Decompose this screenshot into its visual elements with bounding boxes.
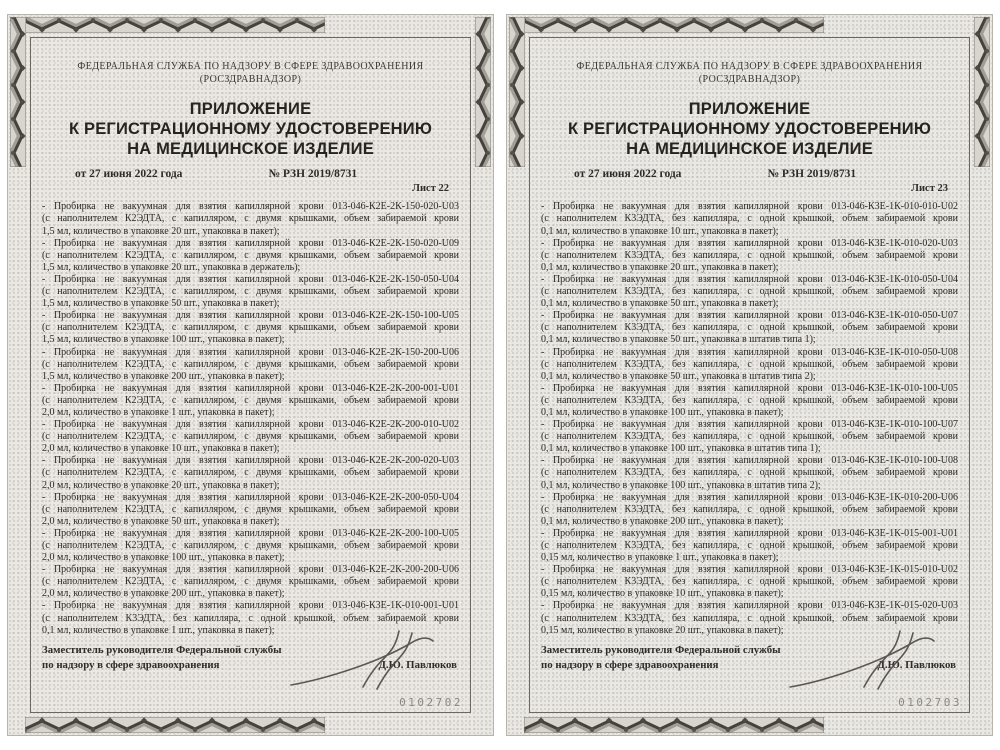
product-item-line: 1,5 мл, количество в упаковке 20 шт., упаковка в держатель); [42,261,301,273]
product-item-line: 0,1 мл, количество в упаковке 50 шт., упаковка в штатив типа 1); [541,334,816,346]
product-item-line: - Пробирка не вакуумная для взятия капиллярной крови 013-046-К2Е-2К-200-100-U05 [42,527,459,539]
product-item-line: - Пробирка не вакуумная для взятия капиллярной крови 013-046-К3Е-1К-015-001-U01 [541,527,958,539]
border-ornament-top [524,17,824,33]
sheet-number: Лист 22 [412,183,449,195]
product-item-line: - Пробирка не вакуумная для взятия капиллярной крови 013-046-К2Е-2К-200-050-U04 [42,491,459,503]
product-item-line: (с наполнителем К2ЭДТА, с капилляром, с двумя крышками, объем забираемой крови [42,576,459,588]
product-item-line: - Пробирка не вакуумная для взятия капиллярной крови 013-046-К2Е-2К-200-200-U06 [42,564,459,576]
certificate-sheet-22 [7,14,494,736]
product-item-line: (с наполнителем К2ЭДТА, с капилляром, с двумя крышками, объем забираемой крови [42,249,459,261]
product-item-line: 0,15 мл, количество в упаковке 1 шт., упаковка в пакет); [541,552,779,564]
signer-position [42,643,282,673]
serial-number: 0102702 [399,696,463,709]
product-item-line: - Пробирка не вакуумная для взятия капиллярной крови 013-046-К3Е-1К-010-001-U01 [42,600,459,612]
border-ornament-bottom [25,717,325,733]
signer-position-line: по надзору в сфере здравоохранения [541,658,719,671]
product-item [42,528,459,564]
product-item [42,347,459,383]
product-item-line: (с наполнителем К3ЭДТА, без капилляра, с одной крышкой, объем забираемой крови [541,431,958,443]
sheet-number: Лист 23 [911,183,948,195]
issuing-authority [541,60,958,86]
product-item [42,419,459,455]
authority-short-name: (РОСЗДРАВНАДЗОР) [698,74,801,85]
product-item-line: 0,1 мл, количество в упаковке 10 шт., упаковка в пакет); [541,225,779,237]
signature-block [541,643,958,673]
border-ornament-right [974,17,990,167]
signer-position-line: Заместитель руководителя Федеральной службы [541,643,781,656]
signer-name: Д.Ю. Павлюков [378,658,457,671]
product-item-line: 1,5 мл, количество в упаковке 50 шт., упаковка в пакет); [42,298,280,310]
product-item-line: - Пробирка не вакуумная для взятия капиллярной крови 013-046-К3Е-1К-010-100-U08 [541,455,958,467]
product-item [42,238,459,274]
certificate-sheet-23 [506,14,993,736]
title-line: НА МЕДИЦИНСКОЕ ИЗДЕЛИЕ [626,140,873,159]
product-item-line: - Пробирка не вакуумная для взятия капиллярной крови 013-046-К3Е-1К-010-010-U02 [541,201,958,213]
product-item-line: (с наполнителем К2ЭДТА, с капилляром, с двумя крышками, объем забираемой крови [42,540,459,551]
product-item-line: (с наполнителем К2ЭДТА, с капилляром, с двумя крышками, объем забираемой крови [42,322,459,334]
serial-number: 0102703 [898,696,962,709]
product-item [42,201,459,237]
product-item-line: - Пробирка не вакуумная для взятия капиллярной крови 013-046-К3Е-1К-010-020-U03 [541,237,958,249]
authority-name: ФЕДЕРАЛЬНАЯ СЛУЖБА ПО НАДЗОРУ В СФЕРЕ ЗДРАВООХРАНЕНИЯ [576,61,923,72]
page-content [31,38,470,712]
border-ornament-left [509,17,525,167]
document-title [541,99,958,159]
product-item-line: - Пробирка не вакуумная для взятия капиллярной крови 013-046-К3Е-1К-010-050-U07 [541,310,958,322]
signature-block [42,643,459,673]
product-item-line: (с наполнителем К2ЭДТА, с капилляром, с двумя крышками, объем забираемой крови [42,358,459,370]
product-item-line: (с наполнителем К3ЭДТА, без капилляра, с одной крышкой, объем забираемой крови [541,249,958,261]
border-ornament-bottom [524,717,824,733]
product-item-line: - Пробирка не вакуумная для взятия капиллярной крови 013-046-К2Е-2К-150-050-U04 [42,273,459,285]
product-item [541,274,958,310]
product-item [541,600,958,636]
product-item [42,274,459,310]
product-item-line: - Пробирка не вакуумная для взятия капиллярной крови 013-046-К3Е-1К-015-020-U03 [541,600,958,612]
product-item-line: (с наполнителем К2ЭДТА, с капилляром, с двумя крышками, объем забираемой крови [42,394,459,406]
authority-name: ФЕДЕРАЛЬНАЯ СЛУЖБА ПО НАДЗОРУ В СФЕРЕ ЗДРАВООХРАНЕНИЯ [77,61,424,72]
product-item-line: (с наполнителем К3ЭДТА, без капилляра, с одной крышкой, объем забираемой крови [541,576,958,588]
product-item-line: (с наполнителем К2ЭДТА, с капилляром, с двумя крышками, объем забираемой крови [42,213,459,225]
border-ornament-top [25,17,325,33]
product-item-line: - Пробирка не вакуумная для взятия капиллярной крови 013-046-К3Е-1К-010-100-U07 [541,419,958,431]
product-item-line: 1,5 мл, количество в упаковке 20 шт., упаковка в пакет); [42,225,280,237]
product-item-line: (с наполнителем К3ЭДТА, без капилляра, с одной крышкой, объем забираемой крови [541,540,958,551]
product-item-line: - Пробирка не вакуумная для взятия капиллярной крови 013-046-К3Е-1К-010-100-U05 [541,382,958,394]
product-item-line: 0,1 мл, количество в упаковке 1 шт., упаковка в пакет); [42,624,275,636]
product-item-line: 0,1 мл, количество в упаковке 100 шт., упаковка в штатив типа 1); [541,443,821,455]
product-item [541,419,958,455]
product-item [42,383,459,419]
product-item [541,201,958,237]
product-item-line: - Пробирка не вакуумная для взятия капиллярной крови 013-046-К2Е-2К-150-020-U03 [42,201,459,213]
product-item-line: 0,15 мл, количество в упаковке 10 шт., упаковка в пакет); [541,588,784,600]
product-item [541,383,958,419]
product-item [541,564,958,600]
signer-name: Д.Ю. Павлюков [877,658,956,671]
product-item-line: 1,5 мл, количество в упаковке 100 шт., упаковка в пакет); [42,334,285,346]
product-item-line: (с наполнителем К3ЭДТА, без капилляра, с одной крышкой, объем забираемой крови [541,612,958,624]
product-item-line: 2,0 мл, количество в упаковке 50 шт., упаковка в пакет); [42,515,280,527]
product-item [541,347,958,383]
product-item-line: (с наполнителем К2ЭДТА, с капилляром, с двумя крышками, объем забираемой крови [42,467,459,479]
signer-position-line: Заместитель руководителя Федеральной службы [42,643,282,656]
product-item-line: 2,0 мл, количество в упаковке 100 шт., упаковка в пакет); [42,552,285,564]
border-ornament-left [10,17,26,167]
product-item-line: - Пробирка не вакуумная для взятия капиллярной крови 013-046-К3Е-1К-015-010-U02 [541,564,958,576]
issue-meta [541,168,958,180]
product-item [541,455,958,491]
product-item-line: (с наполнителем К2ЭДТА, с капилляром, с двумя крышками, объем забираемой крови [42,503,459,515]
product-item-line: (с наполнителем К3ЭДТА, без капилляра, с одной крышкой, объем забираемой крови [42,612,459,624]
product-item-line: 0,1 мл, количество в упаковке 100 шт., упаковка в штатив типа 2); [541,479,821,491]
product-item-line: 2,0 мл, количество в упаковке 1 шт., упаковка в пакет); [42,406,275,418]
issue-date: от 27 июня 2022 года [75,168,183,181]
product-item-line: (с наполнителем К3ЭДТА, без капилляра, с одной крышкой, объем забираемой крови [541,394,958,406]
signer-position [541,643,781,673]
product-item [42,600,459,636]
product-item-line: - Пробирка не вакуумная для взятия капиллярной крови 013-046-К2Е-2К-150-200-U06 [42,346,459,358]
issuing-authority [42,60,459,86]
title-line: К РЕГИСТРАЦИОННОМУ УДОСТОВЕРЕНИЮ [567,120,932,139]
authority-short-name: (РОСЗДРАВНАДЗОР) [199,74,302,85]
product-item [42,310,459,346]
product-item-line: 0,1 мл, количество в упаковке 50 шт., упаковка в штатив типа 2); [541,370,816,382]
product-item-line: - Пробирка не вакуумная для взятия капиллярной крови 013-046-К2Е-2К-200-010-U02 [42,419,459,431]
product-item-line: 2,0 мл, количество в упаковке 10 шт., упаковка в пакет); [42,443,280,455]
issue-meta [42,168,459,180]
product-item-line: (с наполнителем К2ЭДТА, с капилляром, с двумя крышками, объем забираемой крови [42,286,459,298]
product-item [42,455,459,491]
product-item-line: (с наполнителем К2ЭДТА, с капилляром, с двумя крышками, объем забираемой крови [42,431,459,443]
product-item-line: 0,1 мл, количество в упаковке 200 шт., упаковка в пакет); [541,515,784,527]
product-item-line: (с наполнителем К3ЭДТА, без капилляра, с одной крышкой, объем забираемой крови [541,503,958,515]
product-item-line: 1,5 мл, количество в упаковке 200 шт., упаковка в пакет); [42,370,285,382]
product-item-line: - Пробирка не вакуумная для взятия капиллярной крови 013-046-К3Е-1К-010-200-U06 [541,491,958,503]
product-item [42,492,459,528]
title-line: ПРИЛОЖЕНИЕ [189,100,312,118]
product-item-line: - Пробирка не вакуумная для взятия капиллярной крови 013-046-К2Е-2К-150-100-U05 [42,310,459,322]
product-item-line: 2,0 мл, количество в упаковке 20 шт., упаковка в пакет); [42,479,280,491]
product-item-line: - Пробирка не вакуумная для взятия капиллярной крови 013-046-К2Е-2К-200-001-U01 [42,382,459,394]
product-item-line: (с наполнителем К3ЭДТА, без капилляра, с одной крышкой, объем забираемой крови [541,358,958,370]
product-item-line: - Пробирка не вакуумная для взятия капиллярной крови 013-046-К3Е-1К-010-050-U04 [541,273,958,285]
product-item-line: (с наполнителем К3ЭДТА, без капилляра, с одной крышкой, объем забираемой крови [541,322,958,334]
title-line: К РЕГИСТРАЦИОННОМУ УДОСТОВЕРЕНИЮ [68,120,433,139]
product-item-line: 2,0 мл, количество в упаковке 200 шт., упаковка в пакет); [42,588,285,600]
product-list [541,201,958,636]
border-ornament-right [475,17,491,167]
product-item-line: - Пробирка не вакуумная для взятия капиллярной крови 013-046-К2Е-2К-200-020-U03 [42,455,459,467]
product-item-line: 0,1 мл, количество в упаковке 100 шт., упаковка в пакет); [541,406,784,418]
product-item-line: 0,1 мл, количество в упаковке 50 шт., упаковка в пакет); [541,298,779,310]
product-item-line: 0,15 мл, количество в упаковке 20 шт., упаковка в пакет); [541,624,784,636]
product-item-line: (с наполнителем К3ЭДТА, без капилляра, с одной крышкой, объем забираемой крови [541,213,958,225]
product-list [42,201,459,636]
product-item [541,310,958,346]
page-content [530,38,969,712]
registration-number: № РЗН 2019/8731 [268,168,358,181]
issue-date: от 27 июня 2022 года [574,168,682,181]
product-item-line: - Пробирка не вакуумная для взятия капиллярной крови 013-046-К3Е-1К-010-050-U08 [541,346,958,358]
product-item [541,528,958,564]
document-title [42,99,459,159]
title-line: НА МЕДИЦИНСКОЕ ИЗДЕЛИЕ [127,140,374,159]
product-item-line: 0,1 мл, количество в упаковке 20 шт., упаковка в пакет); [541,261,779,273]
title-line: ПРИЛОЖЕНИЕ [688,100,811,118]
registration-number: № РЗН 2019/8731 [767,168,857,181]
product-item-line: (с наполнителем К3ЭДТА, без капилляра, с одной крышкой, объем забираемой крови [541,467,958,479]
signer-position-line: по надзору в сфере здравоохранения [42,658,220,671]
product-item [541,238,958,274]
product-item-line: - Пробирка не вакуумная для взятия капиллярной крови 013-046-К2Е-2К-150-020-U09 [42,237,459,249]
product-item-line: (с наполнителем К3ЭДТА, без капилляра, с одной крышкой, объем забираемой крови [541,286,958,298]
product-item [541,492,958,528]
product-item [42,564,459,600]
